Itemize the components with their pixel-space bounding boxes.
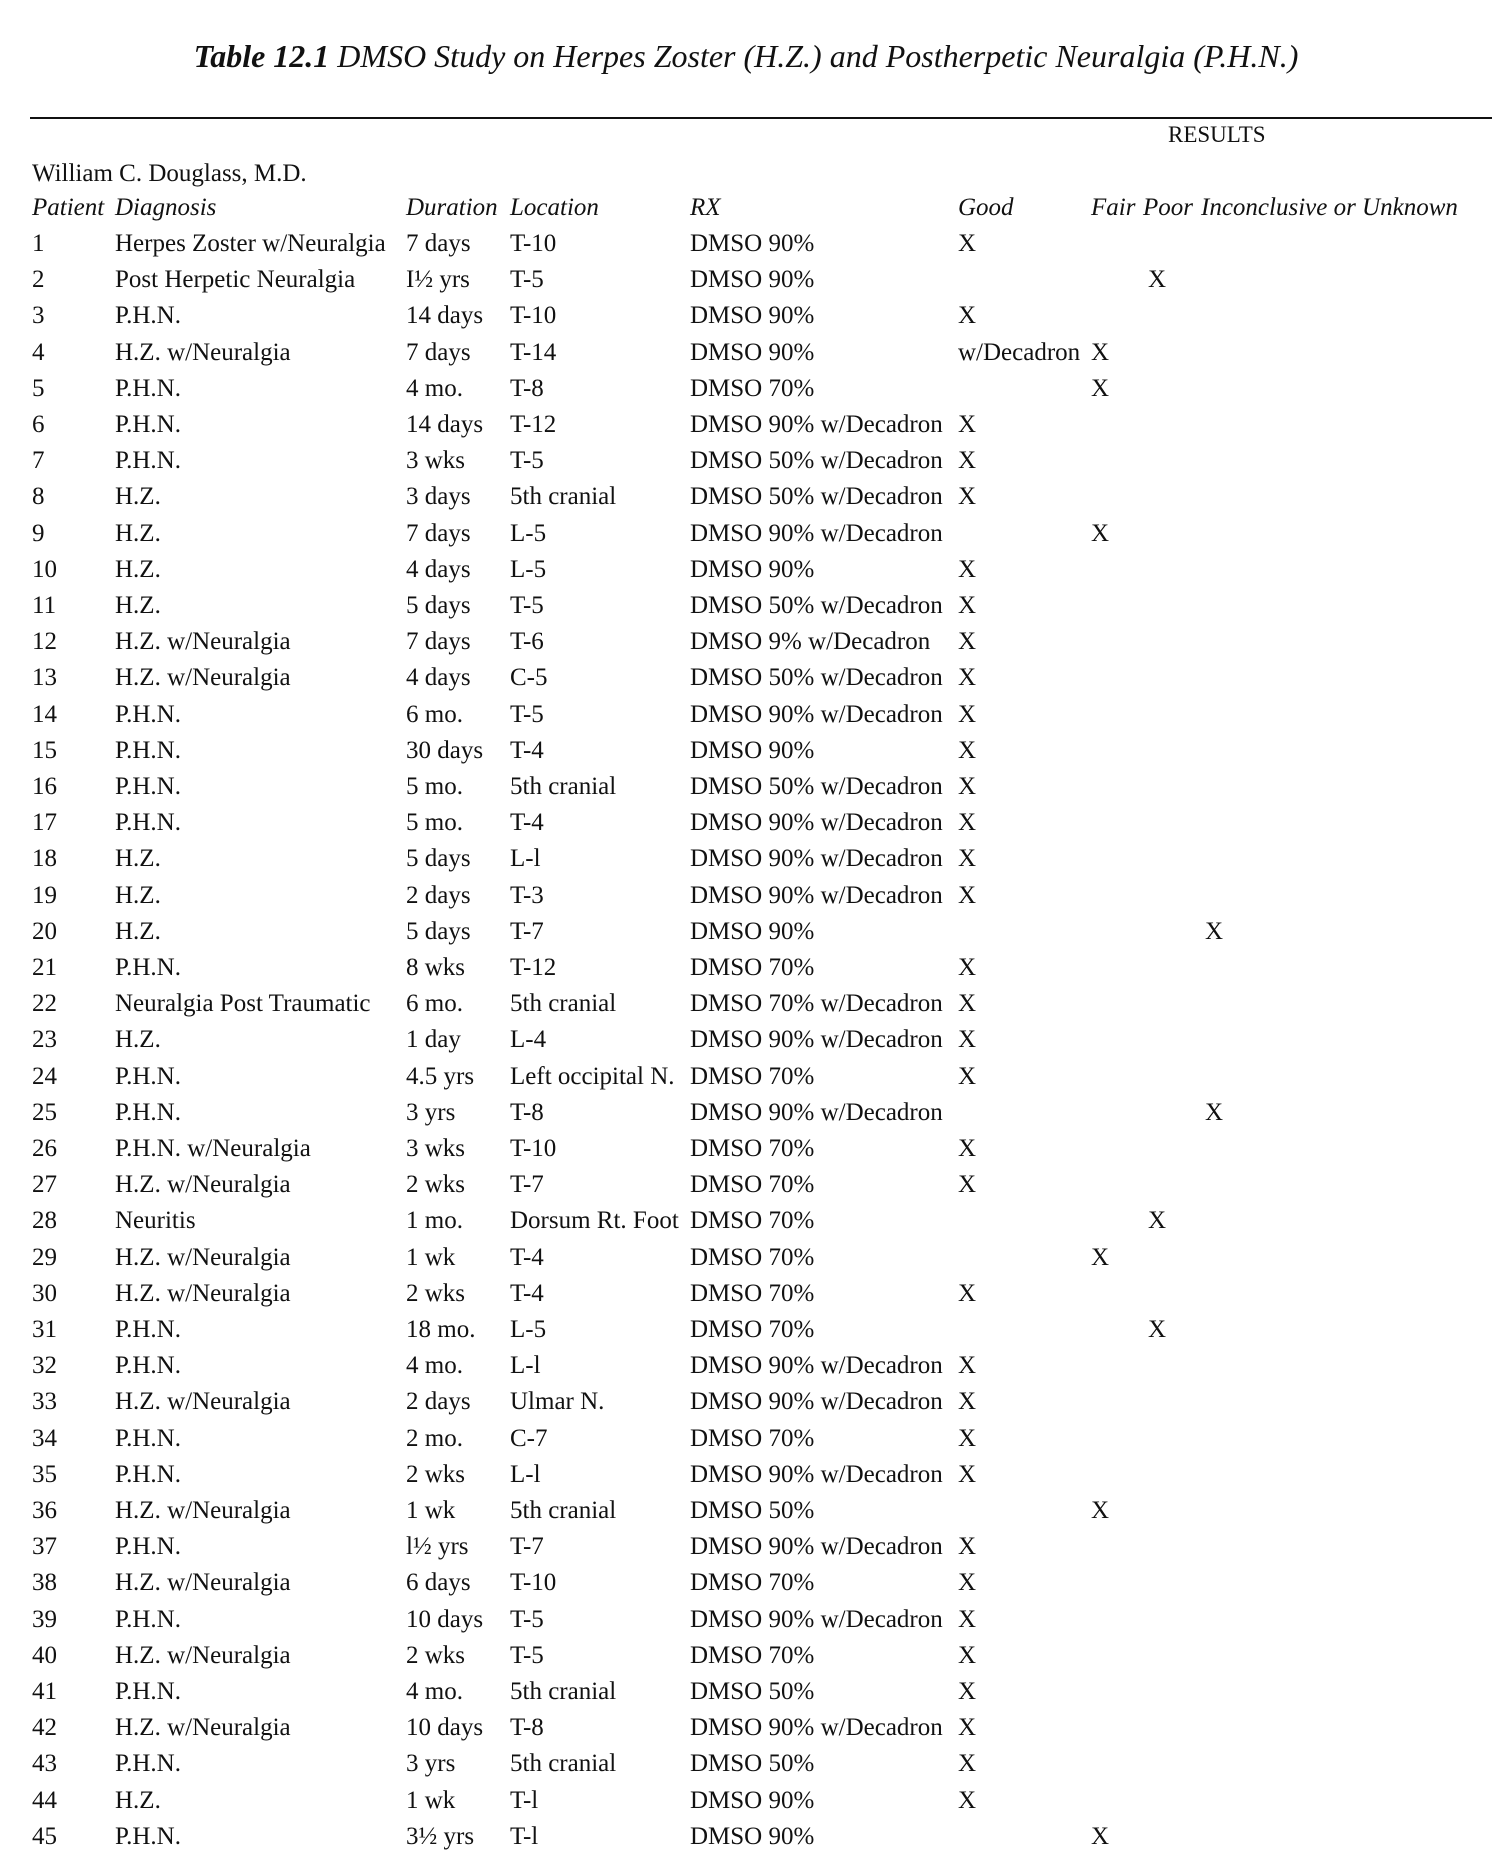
cell-patient: 32 — [32, 1352, 57, 1379]
cell-good: X — [958, 628, 977, 655]
cell-diagnosis: H.Z. w/Neuralgia — [115, 1569, 291, 1596]
table-title-text: DMSO Study on Herpes Zoster (H.Z.) and Postherpetic Neuralgia (P.H.N.) — [337, 38, 1299, 74]
cell-diagnosis: H.Z. — [115, 845, 161, 872]
cell-duration: 2 days — [406, 1388, 471, 1415]
cell-patient: 29 — [32, 1244, 57, 1271]
cell-rx: DMSO 70% — [690, 1207, 815, 1234]
cell-location: 5th cranial — [510, 1678, 617, 1705]
cell-patient: 16 — [32, 773, 57, 800]
cell-diagnosis: H.Z. — [115, 1787, 161, 1814]
cell-location: L-4 — [510, 1026, 547, 1053]
cell-good: X — [958, 1425, 977, 1452]
cell-rx: DMSO 70% — [690, 954, 815, 981]
cell-rx: DMSO 90% w/Decadron — [690, 1388, 943, 1415]
cell-fair: X — [1091, 520, 1110, 547]
cell-patient: 42 — [32, 1714, 57, 1741]
cell-diagnosis: P.H.N. — [115, 1316, 181, 1343]
cell-location: L-l — [510, 1352, 541, 1379]
cell-duration: 14 days — [406, 411, 484, 438]
cell-location: L-5 — [510, 1316, 547, 1343]
cell-fair: X — [1091, 1497, 1110, 1524]
cell-patient: 37 — [32, 1533, 57, 1560]
table-title — [0, 38, 1492, 75]
cell-patient: 41 — [32, 1678, 57, 1705]
cell-good: X — [958, 302, 977, 329]
cell-patient: 23 — [32, 1026, 57, 1053]
cell-duration: 3½ yrs — [406, 1823, 475, 1850]
cell-patient: 33 — [32, 1388, 57, 1415]
cell-good: X — [958, 592, 977, 619]
cell-patient: 5 — [32, 375, 45, 402]
cell-duration: 6 days — [406, 1569, 471, 1596]
cell-good: X — [958, 773, 977, 800]
cell-diagnosis: H.Z. w/Neuralgia — [115, 628, 291, 655]
cell-good: X — [958, 1388, 977, 1415]
cell-location: T-8 — [510, 375, 544, 402]
cell-good: X — [958, 1678, 977, 1705]
cell-duration: 4 days — [406, 556, 471, 583]
cell-duration: 5 days — [406, 592, 471, 619]
cell-patient: 7 — [32, 447, 45, 474]
cell-duration: 30 days — [406, 737, 484, 764]
cell-rx: DMSO 70% — [690, 1316, 815, 1343]
header-duration: Duration — [406, 194, 498, 221]
cell-rx: DMSO 50% w/Decadron — [690, 664, 943, 691]
cell-location: 5th cranial — [510, 1497, 617, 1524]
cell-rx: DMSO 70% — [690, 1425, 815, 1452]
header-good: Good — [958, 194, 1014, 221]
cell-patient: 12 — [32, 628, 57, 655]
cell-location: T-7 — [510, 918, 544, 945]
cell-rx: DMSO 90% — [690, 339, 815, 366]
results-label: RESULTS — [1168, 122, 1266, 147]
cell-diagnosis: H.Z. — [115, 483, 161, 510]
cell-diagnosis: H.Z. w/Neuralgia — [115, 664, 291, 691]
cell-good: X — [958, 483, 977, 510]
cell-inconclusive: X — [1205, 1099, 1224, 1126]
cell-patient: 10 — [32, 556, 57, 583]
cell-duration: 7 days — [406, 339, 471, 366]
cell-location: T-7 — [510, 1533, 544, 1560]
cell-duration: I½ yrs — [406, 266, 470, 293]
cell-duration: 8 wks — [406, 954, 466, 981]
cell-rx: DMSO 70% — [690, 1171, 815, 1198]
cell-location: T-12 — [510, 954, 557, 981]
cell-good: X — [958, 1787, 977, 1814]
cell-location: T-l — [510, 1823, 539, 1850]
cell-patient: 17 — [32, 809, 57, 836]
cell-good: X — [958, 845, 977, 872]
cell-rx: DMSO 50% w/Decadron — [690, 483, 943, 510]
cell-diagnosis: H.Z. — [115, 556, 161, 583]
cell-patient: 24 — [32, 1063, 57, 1090]
cell-duration: 5 mo. — [406, 773, 463, 800]
cell-rx: DMSO 9% w/Decadron — [690, 628, 931, 655]
cell-patient: 31 — [32, 1316, 57, 1343]
cell-patient: 26 — [32, 1135, 57, 1162]
cell-inconclusive: X — [1205, 918, 1224, 945]
cell-diagnosis: H.Z. w/Neuralgia — [115, 339, 291, 366]
cell-good: X — [958, 1750, 977, 1777]
cell-diagnosis: H.Z. — [115, 520, 161, 547]
cell-rx: DMSO 50% w/Decadron — [690, 592, 943, 619]
cell-location: L-5 — [510, 520, 547, 547]
cell-location: C-5 — [510, 664, 548, 691]
cell-rx: DMSO 90% w/Decadron — [690, 809, 943, 836]
cell-duration: 7 days — [406, 628, 471, 655]
cell-good: X — [958, 1606, 977, 1633]
cell-rx: DMSO 90% — [690, 556, 815, 583]
cell-diagnosis: Herpes Zoster w/Neuralgia — [115, 230, 386, 257]
cell-duration: 1 mo. — [406, 1207, 463, 1234]
cell-good: X — [958, 447, 977, 474]
cell-diagnosis: P.H.N. — [115, 737, 181, 764]
cell-diagnosis: P.H.N. — [115, 375, 181, 402]
cell-good: X — [958, 1569, 977, 1596]
cell-duration: l½ yrs — [406, 1533, 469, 1560]
header-rule — [30, 117, 1492, 119]
cell-patient: 22 — [32, 990, 57, 1017]
cell-rx: DMSO 50% — [690, 1678, 815, 1705]
cell-patient: 35 — [32, 1461, 57, 1488]
cell-good: X — [958, 664, 977, 691]
cell-diagnosis: P.H.N. — [115, 302, 181, 329]
cell-diagnosis: P.H.N. — [115, 1425, 181, 1452]
cell-duration: 2 days — [406, 882, 471, 909]
cell-patient: 27 — [32, 1171, 57, 1198]
header-patient: Patient — [32, 194, 105, 221]
cell-location: T-14 — [510, 339, 557, 366]
cell-fair: X — [1091, 339, 1110, 366]
cell-duration: 3 yrs — [406, 1099, 456, 1126]
cell-good: w/Decadron — [958, 339, 1081, 366]
cell-duration: 3 wks — [406, 1135, 466, 1162]
cell-rx: DMSO 90% w/Decadron — [690, 1026, 943, 1053]
cell-location: 5th cranial — [510, 773, 617, 800]
cell-location: T-10 — [510, 230, 557, 257]
cell-patient: 39 — [32, 1606, 57, 1633]
cell-duration: 7 days — [406, 230, 471, 257]
cell-diagnosis: Post Herpetic Neuralgia — [115, 266, 356, 293]
cell-rx: DMSO 70% — [690, 1244, 815, 1271]
cell-diagnosis: P.H.N. — [115, 773, 181, 800]
cell-location: Left occipital N. — [510, 1063, 675, 1090]
cell-location: T-5 — [510, 701, 544, 728]
cell-diagnosis: H.Z. — [115, 1026, 161, 1053]
cell-good: X — [958, 954, 977, 981]
cell-good: X — [958, 1026, 977, 1053]
cell-diagnosis: P.H.N. — [115, 1063, 181, 1090]
cell-diagnosis: H.Z. — [115, 918, 161, 945]
cell-patient: 13 — [32, 664, 57, 691]
cell-good: X — [958, 1533, 977, 1560]
cell-duration: 5 days — [406, 918, 471, 945]
cell-good: X — [958, 1461, 977, 1488]
cell-rx: DMSO 70% — [690, 1642, 815, 1669]
cell-rx: DMSO 90% w/Decadron — [690, 1461, 943, 1488]
cell-duration: 3 wks — [406, 447, 466, 474]
cell-location: T-5 — [510, 266, 544, 293]
cell-diagnosis: H.Z. w/Neuralgia — [115, 1388, 291, 1415]
cell-duration: 4 mo. — [406, 1352, 463, 1379]
cell-duration: 2 wks — [406, 1642, 466, 1669]
cell-duration: 4 mo. — [406, 1678, 463, 1705]
cell-rx: DMSO 50% w/Decadron — [690, 447, 943, 474]
cell-patient: 4 — [32, 339, 45, 366]
cell-diagnosis: P.H.N. — [115, 411, 181, 438]
cell-rx: DMSO 70% — [690, 1063, 815, 1090]
cell-diagnosis: P.H.N. — [115, 809, 181, 836]
cell-duration: 10 days — [406, 1714, 484, 1741]
cell-rx: DMSO 90% w/Decadron — [690, 1533, 943, 1560]
cell-rx: DMSO 90% w/Decadron — [690, 845, 943, 872]
header-poor: Poor — [1143, 194, 1193, 221]
cell-location: T-7 — [510, 1171, 544, 1198]
cell-patient: 6 — [32, 411, 45, 438]
cell-patient: 2 — [32, 266, 45, 293]
cell-rx: DMSO 90% w/Decadron — [690, 411, 943, 438]
cell-rx: DMSO 90% w/Decadron — [690, 1352, 943, 1379]
cell-good: X — [958, 1280, 977, 1307]
cell-patient: 19 — [32, 882, 57, 909]
cell-fair: X — [1091, 375, 1110, 402]
cell-patient: 36 — [32, 1497, 57, 1524]
cell-diagnosis: P.H.N. — [115, 1352, 181, 1379]
cell-diagnosis: P.H.N. — [115, 954, 181, 981]
cell-rx: DMSO 90% — [690, 918, 815, 945]
cell-good: X — [958, 1352, 977, 1379]
cell-rx: DMSO 90% w/Decadron — [690, 1714, 943, 1741]
cell-rx: DMSO 90% — [690, 1823, 815, 1850]
cell-good: X — [958, 1642, 977, 1669]
cell-diagnosis: P.H.N. — [115, 447, 181, 474]
header-diagnosis: Diagnosis — [115, 194, 217, 221]
cell-patient: 1 — [32, 230, 45, 257]
cell-location: L-l — [510, 1461, 541, 1488]
cell-location: L-5 — [510, 556, 547, 583]
cell-patient: 14 — [32, 701, 57, 728]
cell-location: 5th cranial — [510, 483, 617, 510]
cell-good: X — [958, 1063, 977, 1090]
cell-patient: 43 — [32, 1750, 57, 1777]
cell-duration: 2 wks — [406, 1280, 466, 1307]
cell-diagnosis: P.H.N. — [115, 701, 181, 728]
table-number: Table 12.1 — [193, 38, 330, 74]
cell-patient: 15 — [32, 737, 57, 764]
cell-duration: 4 days — [406, 664, 471, 691]
cell-location: 5th cranial — [510, 990, 617, 1017]
cell-rx: DMSO 90% — [690, 266, 815, 293]
cell-diagnosis: P.H.N. — [115, 1678, 181, 1705]
cell-location: T-5 — [510, 1642, 544, 1669]
cell-duration: 14 days — [406, 302, 484, 329]
cell-location: T-3 — [510, 882, 544, 909]
header-fair: Fair — [1091, 194, 1136, 221]
cell-location: T-4 — [510, 809, 544, 836]
cell-location: T-8 — [510, 1099, 544, 1126]
author: William C. Douglass, M.D. — [32, 160, 307, 187]
cell-location: T-5 — [510, 592, 544, 619]
cell-location: T-10 — [510, 1135, 557, 1162]
cell-diagnosis: Neuralgia Post Traumatic — [115, 990, 371, 1017]
cell-fair: X — [1091, 1823, 1110, 1850]
cell-rx: DMSO 90% — [690, 230, 815, 257]
cell-duration: 10 days — [406, 1606, 484, 1633]
header-inconclusive: Inconclusive or Unknown — [1201, 194, 1458, 221]
cell-patient: 44 — [32, 1787, 57, 1814]
cell-diagnosis: Neuritis — [115, 1207, 196, 1234]
cell-duration: 2 wks — [406, 1461, 466, 1488]
cell-location: Ulmar N. — [510, 1388, 605, 1415]
cell-good: X — [958, 1171, 977, 1198]
cell-rx: DMSO 50% w/Decadron — [690, 773, 943, 800]
cell-diagnosis: P.H.N. — [115, 1099, 181, 1126]
cell-rx: DMSO 90% — [690, 1787, 815, 1814]
cell-diagnosis: H.Z. w/Neuralgia — [115, 1171, 291, 1198]
cell-location: T-4 — [510, 1244, 544, 1271]
cell-patient: 28 — [32, 1207, 57, 1234]
cell-duration: 3 days — [406, 483, 471, 510]
cell-location: T-8 — [510, 1714, 544, 1741]
cell-diagnosis: P.H.N. — [115, 1823, 181, 1850]
cell-diagnosis: H.Z. — [115, 592, 161, 619]
cell-good: X — [958, 1714, 977, 1741]
cell-patient: 40 — [32, 1642, 57, 1669]
cell-diagnosis: H.Z. w/Neuralgia — [115, 1642, 291, 1669]
cell-patient: 25 — [32, 1099, 57, 1126]
cell-diagnosis: P.H.N. — [115, 1750, 181, 1777]
cell-diagnosis: H.Z. w/Neuralgia — [115, 1497, 291, 1524]
cell-duration: 5 mo. — [406, 809, 463, 836]
cell-duration: 5 days — [406, 845, 471, 872]
cell-good: X — [958, 882, 977, 909]
cell-rx: DMSO 70% — [690, 1135, 815, 1162]
cell-good: X — [958, 1135, 977, 1162]
cell-duration: 6 mo. — [406, 990, 463, 1017]
cell-rx: DMSO 90% w/Decadron — [690, 1606, 943, 1633]
cell-rx: DMSO 90% w/Decadron — [690, 882, 943, 909]
cell-good: X — [958, 990, 977, 1017]
cell-rx: DMSO 70% — [690, 1280, 815, 1307]
cell-patient: 8 — [32, 483, 45, 510]
cell-location: Dorsum Rt. Foot — [510, 1207, 679, 1234]
header-location: Location — [510, 194, 599, 221]
cell-location: T-4 — [510, 737, 544, 764]
cell-rx: DMSO 70% — [690, 375, 815, 402]
cell-patient: 38 — [32, 1569, 57, 1596]
cell-duration: 1 wk — [406, 1787, 456, 1814]
cell-duration: 4 mo. — [406, 375, 463, 402]
cell-diagnosis: H.Z. w/Neuralgia — [115, 1714, 291, 1741]
cell-diagnosis: H.Z. w/Neuralgia — [115, 1280, 291, 1307]
cell-good: X — [958, 737, 977, 764]
cell-patient: 21 — [32, 954, 57, 981]
cell-location: C-7 — [510, 1425, 548, 1452]
cell-duration: 1 wk — [406, 1244, 456, 1271]
cell-location: T-10 — [510, 1569, 557, 1596]
cell-location: T-10 — [510, 302, 557, 329]
cell-diagnosis: P.H.N. — [115, 1533, 181, 1560]
cell-duration: 7 days — [406, 520, 471, 547]
cell-patient: 18 — [32, 845, 57, 872]
cell-good: X — [958, 556, 977, 583]
cell-location: T-4 — [510, 1280, 544, 1307]
cell-good: X — [958, 809, 977, 836]
cell-duration: 1 day — [406, 1026, 461, 1053]
cell-good: X — [958, 230, 977, 257]
cell-rx: DMSO 50% — [690, 1750, 815, 1777]
cell-duration: 2 wks — [406, 1171, 466, 1198]
cell-poor: X — [1148, 1207, 1167, 1234]
cell-location: 5th cranial — [510, 1750, 617, 1777]
cell-location: L-l — [510, 845, 541, 872]
cell-diagnosis: P.H.N. w/Neuralgia — [115, 1135, 311, 1162]
cell-rx: DMSO 70% — [690, 1569, 815, 1596]
cell-duration: 3 yrs — [406, 1750, 456, 1777]
cell-fair: X — [1091, 1244, 1110, 1271]
cell-patient: 3 — [32, 302, 45, 329]
cell-patient: 9 — [32, 520, 45, 547]
cell-location: T-5 — [510, 1606, 544, 1633]
cell-location: T-12 — [510, 411, 557, 438]
cell-rx: DMSO 90% w/Decadron — [690, 520, 943, 547]
cell-patient: 20 — [32, 918, 57, 945]
cell-rx: DMSO 90% — [690, 302, 815, 329]
cell-rx: DMSO 90% w/Decadron — [690, 1099, 943, 1126]
cell-duration: 1 wk — [406, 1497, 456, 1524]
cell-rx: DMSO 90% w/Decadron — [690, 701, 943, 728]
cell-duration: 6 mo. — [406, 701, 463, 728]
cell-duration: 18 mo. — [406, 1316, 476, 1343]
cell-diagnosis: H.Z. w/Neuralgia — [115, 1244, 291, 1271]
cell-poor: X — [1148, 266, 1167, 293]
cell-patient: 45 — [32, 1823, 57, 1850]
header-rx: RX — [690, 194, 721, 221]
cell-duration: 4.5 yrs — [406, 1063, 475, 1090]
cell-patient: 11 — [32, 592, 57, 619]
cell-good: X — [958, 411, 977, 438]
cell-diagnosis: H.Z. — [115, 882, 161, 909]
cell-rx: DMSO 90% — [690, 737, 815, 764]
cell-good: X — [958, 701, 977, 728]
cell-diagnosis: P.H.N. — [115, 1461, 181, 1488]
cell-location: T-6 — [510, 628, 544, 655]
cell-location: T-l — [510, 1787, 539, 1814]
cell-patient: 30 — [32, 1280, 57, 1307]
cell-location: T-5 — [510, 447, 544, 474]
cell-poor: X — [1148, 1316, 1167, 1343]
cell-rx: DMSO 70% w/Decadron — [690, 990, 943, 1017]
cell-rx: DMSO 50% — [690, 1497, 815, 1524]
cell-duration: 2 mo. — [406, 1425, 463, 1452]
cell-patient: 34 — [32, 1425, 57, 1452]
cell-diagnosis: P.H.N. — [115, 1606, 181, 1633]
